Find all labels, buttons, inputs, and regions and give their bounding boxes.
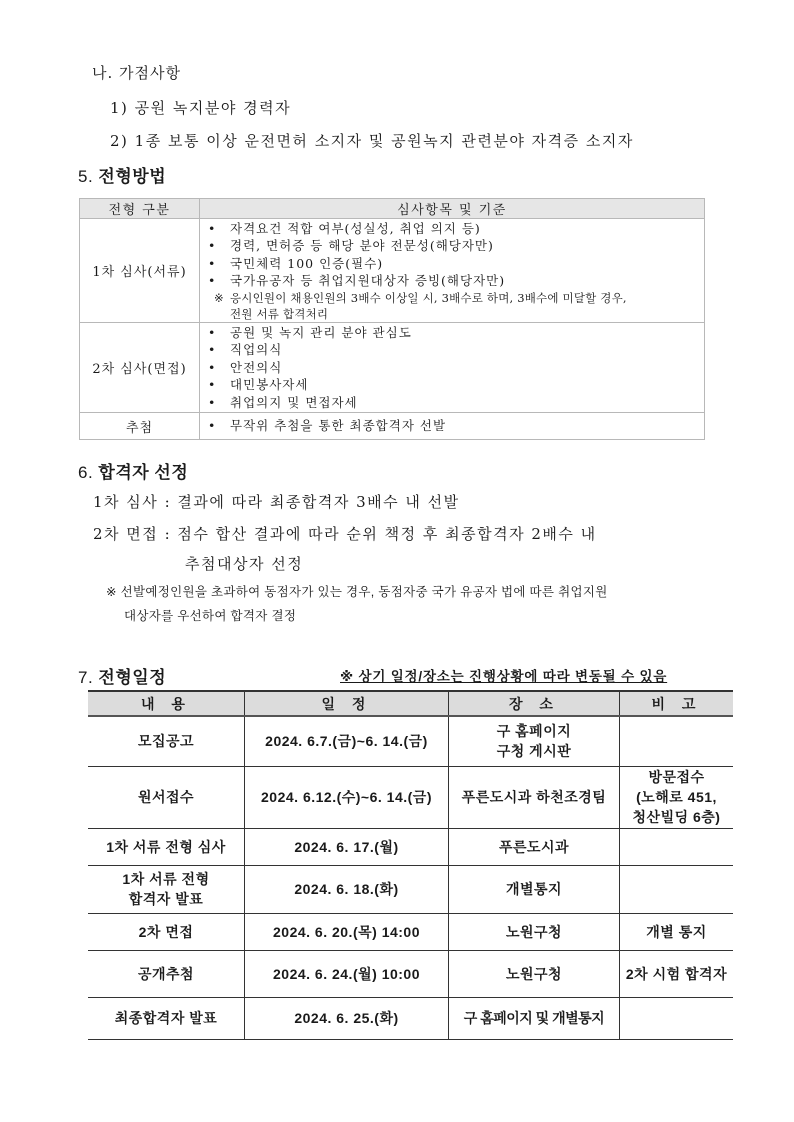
bullet-icon: • — [208, 238, 217, 253]
cell-schedule: 2024. 6.7.(금)~6. 14.(금) — [245, 716, 449, 766]
schedule-table — [88, 690, 733, 1040]
table-row — [88, 865, 733, 913]
cell-content: 1차 서류 전형 심사 — [88, 828, 245, 865]
header-schedule: 일 정 — [245, 691, 449, 716]
row-category: 1차 심사(서류) — [80, 219, 200, 323]
table-row — [80, 323, 705, 413]
bullet-icon: • — [208, 342, 217, 358]
bonus-item-1: 1) 공원 녹지분야 경력자 — [110, 99, 292, 117]
list-item: • 국민체력 100 인증(필수) — [208, 255, 384, 271]
selection-line-2: 2차 면접 : 점수 합산 결과에 따라 순위 책정 후 최종합격자 2배수 내 — [93, 525, 597, 543]
selection-note: ※ 선발예정인원을 초과하여 동점자가 있는 경우, 동점자중 국가 유공자 법에 따른 취업지원 대상자를 우선하여 합격자 결정 — [106, 585, 608, 623]
cell-remark — [620, 865, 734, 913]
bullet-icon: • — [208, 359, 217, 375]
cell-place: 구 홈페이지 구청 게시판 — [449, 716, 620, 766]
table-row — [88, 913, 733, 950]
header-category: 전형 구분 — [80, 199, 200, 219]
cell-place: 개별통지 — [449, 865, 620, 913]
schedule-change-notice: ※ 상기 일정/장소는 진행상황에 따라 변동될 수 있음 — [340, 669, 668, 684]
cell-place: 노원구청 — [449, 950, 620, 997]
row-criteria — [200, 219, 705, 323]
list-item: • 국가유공자 등 취업지원대상자 증빙(해당자만) — [208, 273, 506, 288]
cell-content: 최종합격자 발표 — [88, 997, 245, 1039]
section-5-title — [78, 162, 166, 187]
row-criteria — [200, 323, 705, 413]
list-item: • 공원 및 녹지 관리 분야 관심도 — [208, 324, 412, 340]
section-7-title — [78, 663, 166, 688]
bullet-icon: • — [208, 418, 217, 434]
bullet-icon: • — [208, 273, 217, 288]
header-place: 장 소 — [449, 691, 620, 716]
cell-remark — [620, 828, 734, 865]
section-6-title — [78, 458, 188, 483]
list-item: • 대민봉사자세 — [208, 377, 309, 393]
selection-line-1: 1차 심사 : 결과에 따라 최종합격자 3배수 내 선발 — [93, 493, 460, 511]
section-5-number: 5. — [78, 167, 94, 186]
list-item: • 무작위 추첨을 통한 최종합격자 선발 — [208, 418, 447, 434]
cell-schedule: 2024. 6. 20.(목) 14:00 — [245, 913, 449, 950]
table-row — [88, 716, 733, 766]
bullet-icon: • — [208, 377, 217, 393]
table-row — [88, 766, 733, 828]
cell-remark: 개별 통지 — [620, 913, 734, 950]
cell-place: 구 홈페이지 및 개별통지 — [449, 997, 620, 1039]
row-category: 추첨 — [80, 413, 200, 440]
cell-content: 모집공고 — [88, 716, 245, 766]
bullet-icon: • — [208, 220, 217, 236]
cell-place: 노원구청 — [449, 913, 620, 950]
table-header-row — [88, 691, 733, 716]
list-item: • 취업의지 및 면접자세 — [208, 394, 358, 410]
bullet-icon: • — [208, 255, 217, 271]
selection-line-2-continuation: 추첨대상자 선정 — [185, 555, 304, 573]
row-category: 2차 심사(면접) — [80, 323, 200, 413]
header-remark: 비 고 — [620, 691, 734, 716]
section-7-title-text: 전형일정 — [98, 668, 167, 687]
list-item: • 자격요건 적합 여부(성실성, 취업 의지 등) — [208, 220, 481, 236]
cell-schedule: 2024. 6. 17.(월) — [245, 828, 449, 865]
cell-content: 1차 서류 전형 합격자 발표 — [88, 865, 245, 913]
cell-remark: 2차 시험 합격자 — [620, 950, 734, 997]
reference-mark-icon: ※ — [214, 290, 224, 305]
criteria-list — [206, 324, 704, 412]
table-row — [80, 413, 705, 440]
section-6-title-text: 합격자 선정 — [98, 463, 189, 482]
cell-place: 푸른도시과 하천조경팀 — [449, 766, 620, 828]
cell-remark — [620, 997, 734, 1039]
bonus-item-2: 2) 1종 보통 이상 운전면허 소지자 및 공원녹지 관련분야 자격증 소지자 — [110, 132, 634, 150]
table-header-row — [80, 199, 705, 219]
cell-schedule: 2024. 6. 18.(화) — [245, 865, 449, 913]
bullet-icon: • — [208, 324, 217, 340]
criteria-list — [206, 220, 704, 290]
bullet-icon: • — [208, 394, 217, 410]
cell-content: 원서접수 — [88, 766, 245, 828]
cell-remark: 방문접수 (노해로 451, 청산빌딩 6층) — [620, 766, 734, 828]
cell-remark — [620, 716, 734, 766]
table-row — [88, 828, 733, 865]
cell-place: 푸른도시과 — [449, 828, 620, 865]
reference-mark-icon: ※ — [106, 585, 117, 599]
list-item: • 직업의식 — [208, 342, 283, 358]
screening-note: ※ 응시인원이 채용인원의 3배수 이상일 시, 3배수로 하며, 3배수에 미달할 경우, 전원 서류 합격처리 — [214, 290, 627, 321]
row-criteria — [200, 413, 705, 440]
table-row — [80, 219, 705, 323]
cell-schedule: 2024. 6. 25.(화) — [245, 997, 449, 1039]
section-6-number: 6. — [78, 463, 94, 482]
criteria-list — [206, 417, 704, 435]
bonus-points-heading: 나. 가점사항 — [92, 64, 181, 82]
cell-content: 2차 면접 — [88, 913, 245, 950]
cell-schedule: 2024. 6. 24.(월) 10:00 — [245, 950, 449, 997]
header-criteria: 심사항목 및 기준 — [200, 199, 705, 219]
list-item: • 안전의식 — [208, 359, 283, 375]
section-7-number: 7. — [78, 668, 94, 687]
header-content: 내 용 — [88, 691, 245, 716]
cell-content: 공개추첨 — [88, 950, 245, 997]
section-5-title-text: 전형방법 — [98, 167, 167, 186]
cell-schedule: 2024. 6.12.(수)~6. 14.(금) — [245, 766, 449, 828]
list-item: • 경력, 면허증 등 해당 분야 전문성(해당자만) — [208, 238, 494, 253]
screening-method-table — [79, 198, 705, 440]
table-row — [88, 997, 733, 1039]
table-row — [88, 950, 733, 997]
